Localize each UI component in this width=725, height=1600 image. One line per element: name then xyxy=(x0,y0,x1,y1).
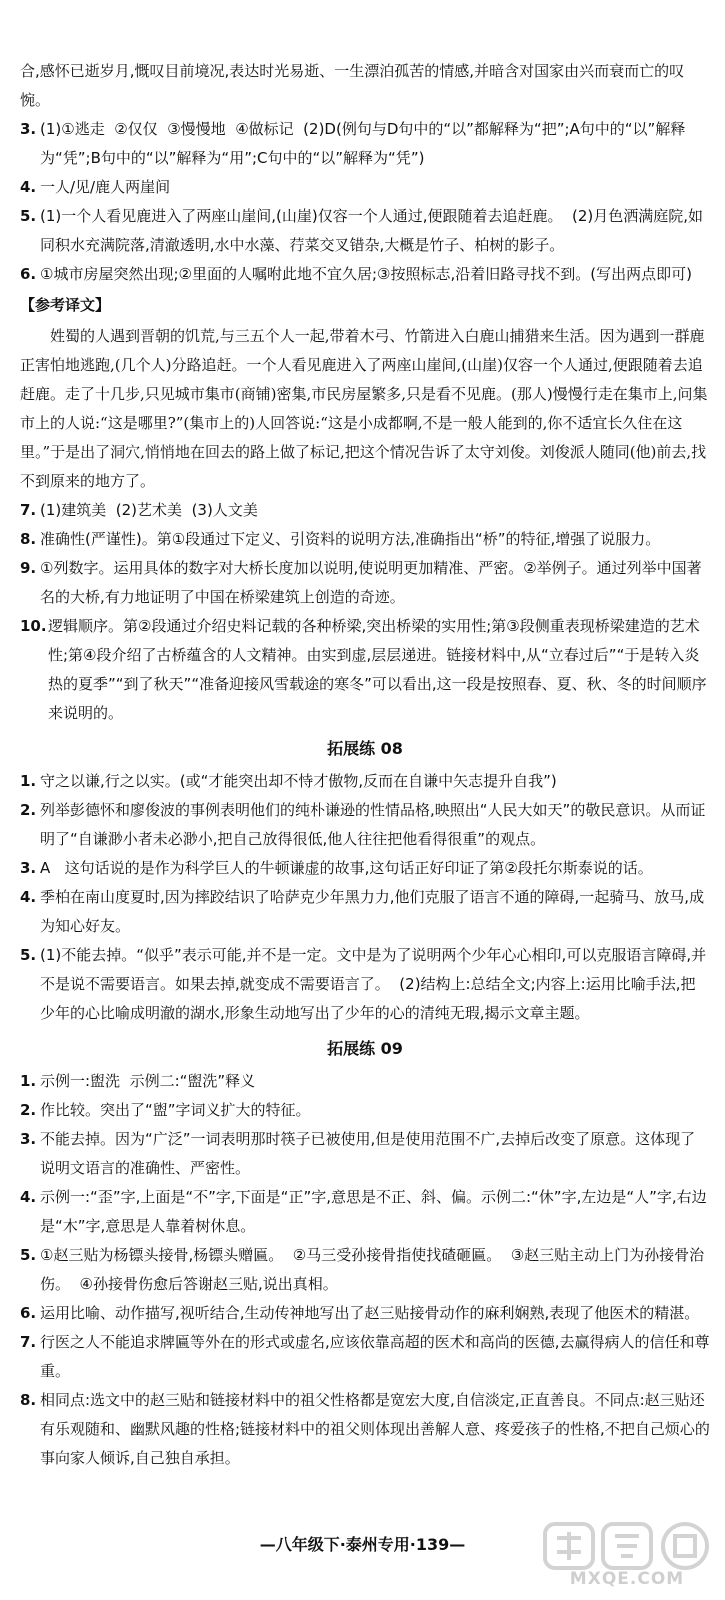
page-footer: —八年级下·泰州专用·139— xyxy=(259,1535,466,1554)
answer-number: 6. xyxy=(20,265,37,283)
answer-number: 8. xyxy=(20,530,37,548)
answer-number: 5. xyxy=(20,1246,37,1264)
answer-text: ①城市房屋突然出现;②里面的人嘱咐此地不宜久居;③按照标志,沿着旧路寻找不到。(写出两点即可) xyxy=(40,265,692,283)
answer-item xyxy=(20,496,710,525)
answer-text: 行医之人不能追求牌匾等外在的形式或虚名,应该依靠高超的医术和高尚的医德,去赢得病人的信任和尊重。 xyxy=(40,1333,710,1380)
answer-text: (1)建筑美 (2)艺术美 (3)人文美 xyxy=(40,501,258,519)
answer-number: 4. xyxy=(20,888,37,906)
answer-number: 2. xyxy=(20,1101,37,1119)
answer-text: 作比较。突出了“盥”字词义扩大的特征。 xyxy=(40,1101,311,1119)
answer-number: 3. xyxy=(20,120,37,138)
answer-item xyxy=(20,525,710,554)
answer-number: 8. xyxy=(20,1391,37,1409)
answer-item xyxy=(20,1096,710,1125)
answer-item xyxy=(20,1125,710,1183)
answer-text: 逻辑顺序。第②段通过介绍史料记载的各种桥梁,突出桥梁的实用性;第③段侧重表现桥梁建造的艺术性;第④段介绍了古桥蕴含的人文精神。由实到虚,层层递进。链接材料中,从“立春过后”“于是转入炎热的夏季”“到了秋天”“准备迎接风雪载途的寒冬”可以看出,这一段是按照春、夏、秋、冬的时间顺序来说明的。 xyxy=(48,617,707,722)
answer-text: 准确性(严谨性)。第①段通过下定义、引资料的说明方法,准确指出“桥”的特征,增强了说服力。 xyxy=(40,530,661,548)
answer-item xyxy=(20,767,710,796)
answer-number: 2. xyxy=(20,801,37,819)
answer-item xyxy=(20,612,710,728)
answer-item xyxy=(20,1241,710,1299)
answer-item xyxy=(20,941,710,1028)
answer-item xyxy=(20,115,710,173)
answer-text: ①列数字。运用具体的数字对大桥长度加以说明,使说明更加精准、严密。②举例子。通过列举中国著名的大桥,有力地证明了中国在桥梁建筑上创造的奇迹。 xyxy=(40,559,702,606)
answer-text: 示例一:盥洗 示例二:“盥洗”释义 xyxy=(40,1072,256,1090)
answer-number: 10. xyxy=(20,617,47,635)
section-title-09: 拓展练 09 xyxy=(327,1039,403,1058)
answer-item xyxy=(20,883,710,941)
answer-text: (1)①逃走 ②仅仅 ③慢慢地 ④做标记 (2)D(例句与D句中的“以”都解释为“把”;A句中的“以”解释为“凭”;B句中的“以”解释为“用”;C句中的“以”解释为“凭”) xyxy=(40,120,686,167)
answer-number: 1. xyxy=(20,1072,37,1090)
answer-text: (1)不能去掉。“似乎”表示可能,并不是一定。文中是为了说明两个少年心心相印,可以克服语言障碍,并不是说不需要语言。如果去掉,就变成不需要语言了。 (2)结构上:总结全文;内容上:运用比喻手法,把少年的心比喻成明澈的湖水,形象生动地写出了少年的心的清纯无瑕,揭示文章主题。 xyxy=(40,946,707,1022)
answer-number: 5. xyxy=(20,946,37,964)
answer-item xyxy=(20,1386,710,1473)
answer-item xyxy=(20,260,710,289)
reference-translation-tag: 【参考译文】 xyxy=(20,296,111,314)
answer-item xyxy=(20,1183,710,1241)
answer-item xyxy=(20,796,710,854)
answer-number: 3. xyxy=(20,859,37,877)
answer-text: ①赵三贴为杨镖头接骨,杨镖头赠匾。 ②马三受孙接骨指使找碴砸匾。 ③赵三贴主动上门为孙接骨治伤。 ④孙接骨伤愈后答谢赵三贴,说出真相。 xyxy=(40,1246,705,1293)
answer-content xyxy=(20,57,710,1473)
watermark-text: MXQE.COM xyxy=(569,1569,685,1589)
watermark-logo xyxy=(537,1518,717,1594)
section-title-08: 拓展练 08 xyxy=(327,739,403,758)
continued-answer-text: 合,感怀已逝岁月,慨叹目前境况,表达时光易逝、一生漂泊孤苦的情感,并暗含对国家由兴而衰而亡的叹惋。 xyxy=(20,62,685,109)
answer-text: 守之以谦,行之以实。(或“才能突出却不恃才傲物,反而在自谦中矢志提升自我”) xyxy=(40,772,557,790)
answer-text: 列举彭德怀和廖俊波的事例表明他们的纯朴谦逊的性情品格,映照出“人民大如天”的敬民意识。从而证明了“自谦渺小者未必渺小,把自己放得很低,他人往往把他看得很重”的观点。 xyxy=(40,801,706,848)
answer-number: 4. xyxy=(20,178,37,196)
answer-number: 7. xyxy=(20,1333,37,1351)
answer-number: 4. xyxy=(20,1188,37,1206)
answer-text: 运用比喻、动作描写,视听结合,生动传神地写出了赵三贴接骨动作的麻利娴熟,表现了他医术的精湛。 xyxy=(40,1304,700,1322)
answer-item xyxy=(20,202,710,260)
answer-item xyxy=(20,1067,710,1096)
answer-item xyxy=(20,1299,710,1328)
answer-text: 不能去掉。因为“广泛”一词表明那时筷子已被使用,但是使用范围不广,去掉后改变了原意。这体现了说明文语言的准确性、严密性。 xyxy=(40,1130,696,1177)
answer-text: 示例一:“歪”字,上面是“不”字,下面是“正”字,意思是不正、斜、偏。示例二:“休”字,左边是“人”字,右边是“木”字,意思是人靠着树休息。 xyxy=(40,1188,707,1235)
answer-text: 相同点:选文中的赵三贴和链接材料中的祖父性格都是宽宏大度,自信淡定,正直善良。不同点:赵三贴还有乐观随和、幽默风趣的性格;链接材料中的祖父则体现出善解人意、疼爱孩子的性格,不把自己烦心的事向家人倾诉,自己独自承担。 xyxy=(40,1391,710,1467)
answer-item xyxy=(20,854,710,883)
answer-number: 1. xyxy=(20,772,37,790)
answer-text: 一人/见/鹿人两崖间 xyxy=(40,178,171,196)
answer-number: 6. xyxy=(20,1304,37,1322)
answer-text: A 这句话说的是作为科学巨人的牛顿谦虚的故事,这句话正好印证了第②段托尔斯泰说的话。 xyxy=(40,859,653,877)
answer-item xyxy=(20,1328,710,1386)
answer-number: 9. xyxy=(20,559,37,577)
reference-translation: 姓蜀的人遇到晋朝的饥荒,与三五个人一起,带着木弓、竹箭进入白鹿山捕猎来生活。因为遇到一群鹿正害怕地逃跑,(几个人)分路追赶。一个人看见鹿进入了两座山崖间,(山崖)仅容一个人通过,便跟随着去追赶鹿。走了十几步,只见城市集市(商铺)密集,市民房屋繁多,只是看不见鹿。(那人)慢慢行走在集市上,问集市上的人说:“这是哪里?”(集市上的)人回答说:“这是小成都啊,不是一般人能到的,你不适宜长久住在这里。”于是出了洞穴,悄悄地在回去的路上做了标记,把这个情况告诉了太守刘俊。刘俊派人随同(他)前去,找不到原来的地方了。 xyxy=(20,327,708,490)
answer-text: 季柏在南山度夏时,因为摔跤结识了哈萨克少年黑力力,他们克服了语言不通的障碍,一起骑马、放马,成为知心好友。 xyxy=(40,888,705,935)
answer-number: 7. xyxy=(20,501,37,519)
answer-number: 3. xyxy=(20,1130,37,1148)
answer-item xyxy=(20,554,710,612)
answer-text: (1)一个人看见鹿进入了两座山崖间,(山崖)仅容一个人通过,便跟随着去追赶鹿。 (2)月色洒满庭院,如同积水充满院落,清澈透明,水中水藻、荇菜交叉错杂,大概是竹子、柏树的影子。 xyxy=(40,207,704,254)
answer-item xyxy=(20,173,710,202)
answer-number: 5. xyxy=(20,207,37,225)
